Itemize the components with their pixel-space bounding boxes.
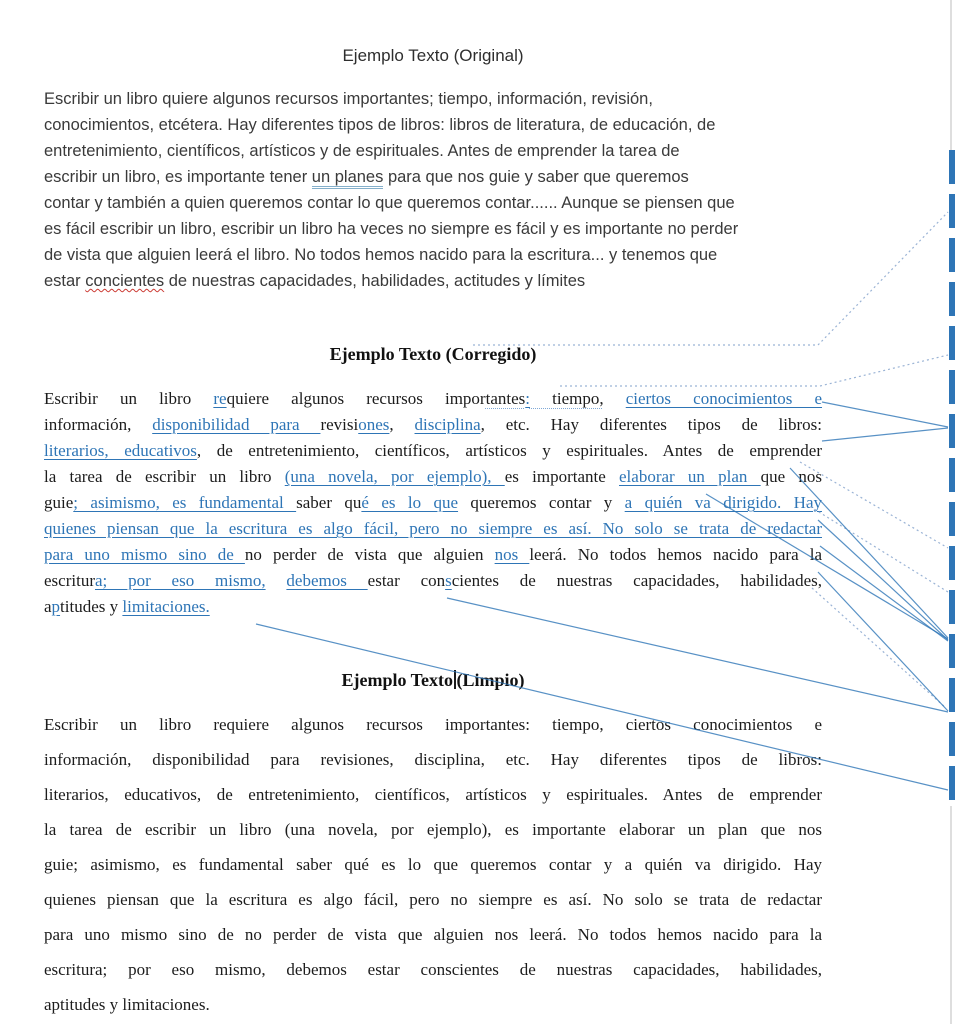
text-line[interactable] xyxy=(44,268,822,294)
normal-text: información, disponibilidad para revisiones, disciplina, etc. Hay diferentes tipos de libros: xyxy=(44,750,822,769)
normal-text: la tarea de escribir un libro xyxy=(44,467,285,486)
text-line[interactable] xyxy=(44,164,822,190)
title-text: Ejemplo Texto xyxy=(341,670,453,690)
revision-connector-dotted xyxy=(806,504,948,592)
inserted-text: nos xyxy=(494,545,530,564)
text-line[interactable] xyxy=(44,438,822,464)
inserted-text: debemos xyxy=(286,571,368,590)
inserted-text: ciertos conocimientos e xyxy=(625,389,823,408)
text-line[interactable] xyxy=(44,742,822,777)
normal-text: entretenimiento, científicos, artísticos y de espirituales. Antes de emprender la tarea de xyxy=(44,142,680,160)
paragraph-limpio[interactable] xyxy=(44,707,822,1022)
inserted-text: quienes piensan que la escritura es algo fácil, pero no siempre es así. No solo se trata de redactar xyxy=(44,519,822,538)
text-line[interactable] xyxy=(44,490,822,516)
normal-text: literarios, educativos, de entretenimiento, científicos, artísticos y espirituales. Antes de emprender xyxy=(44,785,822,804)
normal-text: contar y también a quien queremos contar lo que queremos contar...... Aunque se piensen que xyxy=(44,194,735,212)
normal-text: Escribir un libro xyxy=(44,389,214,408)
inserted-text: disponibilidad para xyxy=(152,415,321,434)
normal-text: leerá. No todos hemos nacido para la xyxy=(529,545,822,564)
normal-text: guie; asimismo, es fundamental saber qué es lo que queremos contar y a quién va dirigido. Hay xyxy=(44,855,822,874)
inserted-text: elaborar un plan xyxy=(619,467,761,486)
section-title-original[interactable]: Ejemplo Texto (Original) xyxy=(342,46,524,65)
format-changed-text: tiempo, xyxy=(529,389,604,408)
text-line[interactable] xyxy=(44,917,822,952)
normal-text: revisi xyxy=(320,415,359,434)
normal-text: a xyxy=(44,597,52,616)
text-line[interactable] xyxy=(44,242,822,268)
revision-connector-dotted xyxy=(812,588,946,708)
revision-connector-solid xyxy=(822,428,948,441)
normal-text: saber qu xyxy=(296,493,362,512)
normal-text: quiere algunos recursos impor xyxy=(226,389,486,408)
inserted-text: s xyxy=(445,571,452,590)
format-changed-text: tantes xyxy=(485,389,526,408)
text-line[interactable] xyxy=(44,882,822,917)
text-line[interactable] xyxy=(44,112,822,138)
text-line[interactable] xyxy=(44,847,822,882)
text-line[interactable] xyxy=(44,987,822,1022)
inserted-text: : xyxy=(525,389,530,408)
normal-text: de nuestras capacidades, habilidades, actitudes y límites xyxy=(164,272,586,290)
text-line[interactable] xyxy=(44,516,822,542)
revision-connector-solid xyxy=(822,402,948,427)
text-line[interactable] xyxy=(44,568,822,594)
normal-text: la tarea de escribir un libro (una novela, por ejemplo), es importante elaborar un plan que nos xyxy=(44,820,822,839)
normal-text: información, xyxy=(44,415,153,434)
normal-text: queremos contar y xyxy=(458,493,625,512)
normal-text: escribir un libro, es importante tener xyxy=(44,168,312,186)
normal-text: escritura; por eso mismo, debemos estar conscientes de nuestras capacidades, habilidades, xyxy=(44,960,822,979)
inserted-text: para uno mismo sino de xyxy=(44,545,245,564)
normal-text: , de entretenimiento, científicos, artísticos y espirituales. Antes de emprender xyxy=(196,441,822,460)
text-line[interactable] xyxy=(44,190,822,216)
text-line[interactable] xyxy=(44,386,822,412)
paragraph-original[interactable] xyxy=(44,86,822,294)
normal-text: para uno mismo sino de no perder de vista que alguien nos leerá. No todos hemos nacido para la xyxy=(44,925,822,944)
text-line[interactable] xyxy=(44,812,822,847)
normal-text: estar xyxy=(44,272,86,290)
normal-text: cientes de nuestras capacidades, habilidades, xyxy=(451,571,823,590)
inserted-text: re xyxy=(213,389,227,408)
normal-text: es importante xyxy=(504,467,619,486)
normal-text: , etc. Hay diferentes tipos de libros: xyxy=(480,415,822,434)
inserted-text: (una novela, por ejemplo), xyxy=(284,467,505,486)
section-title-corregido[interactable]: Ejemplo Texto (Corregido) xyxy=(329,344,537,364)
revision-connector-solid xyxy=(818,520,948,640)
inserted-text: a; por eso mismo, xyxy=(94,571,266,590)
normal-text: quienes piensan que la escritura es algo fácil, pero no siempre es así. No solo se trata de redactar xyxy=(44,890,822,909)
normal-text: titudes y xyxy=(60,597,123,616)
revision-connector-solid xyxy=(820,546,948,641)
normal-text: , xyxy=(389,415,415,434)
text-line[interactable] xyxy=(44,86,822,112)
text-line[interactable] xyxy=(44,777,822,812)
revision-connector-solid xyxy=(818,572,948,711)
normal-text xyxy=(604,389,626,408)
normal-text: para que nos guie y saber que queremos xyxy=(383,168,689,186)
normal-text: aptitudes y limitaciones. xyxy=(44,995,210,1014)
text-line[interactable] xyxy=(44,542,822,568)
normal-text: estar con xyxy=(367,571,446,590)
normal-text: conocimientos, etcétera. Hay diferentes tipos de libros: libros de literatura, de educación, de xyxy=(44,116,716,134)
text-line[interactable] xyxy=(44,464,822,490)
text-line[interactable] xyxy=(44,707,822,742)
title-text: (Limpio) xyxy=(456,670,525,690)
inserted-text: literarios, educativos xyxy=(44,441,197,460)
normal-text: Escribir un libro quiere algunos recursos importantes; tiempo, información, revisión, xyxy=(44,90,653,108)
inserted-text: ; asimismo, es fundamental xyxy=(73,493,297,512)
text-cursor xyxy=(454,670,456,689)
normal-text xyxy=(266,571,287,590)
text-line[interactable] xyxy=(44,952,822,987)
normal-text: que nos xyxy=(760,467,823,486)
inserted-text: ones xyxy=(358,415,390,434)
normal-text: guie xyxy=(44,493,74,512)
normal-text: es fácil escribir un libro, escribir un libro ha veces no siempre es fácil y es importante no perder xyxy=(44,220,739,238)
normal-text: no perder de vista que alguien xyxy=(244,545,495,564)
text-line[interactable] xyxy=(44,412,822,438)
text-line[interactable] xyxy=(44,594,822,620)
normal-text: de vista que alguien leerá el libro. No todos hemos nacido para la escritura... y tenemos que xyxy=(44,246,718,264)
normal-text: escritur xyxy=(44,571,95,590)
inserted-text: limitaciones. xyxy=(122,597,210,616)
section-title-limpio[interactable] xyxy=(44,670,822,691)
spelling-error-text: concientes xyxy=(85,272,165,290)
text-line[interactable] xyxy=(44,138,822,164)
revision-connector-dotted xyxy=(800,462,948,548)
inserted-text: p xyxy=(51,597,61,616)
inserted-text: a quién va dirigido. Hay xyxy=(624,493,822,512)
normal-text: Escribir un libro requiere algunos recursos importantes: tiempo, ciertos conocimientos e xyxy=(44,715,822,734)
paragraph-corregido[interactable] xyxy=(44,386,822,620)
inserted-text: é es lo que xyxy=(361,493,459,512)
inserted-text: disciplina xyxy=(414,415,481,434)
grammar-error-text: un planes xyxy=(312,168,384,189)
text-line[interactable] xyxy=(44,216,822,242)
